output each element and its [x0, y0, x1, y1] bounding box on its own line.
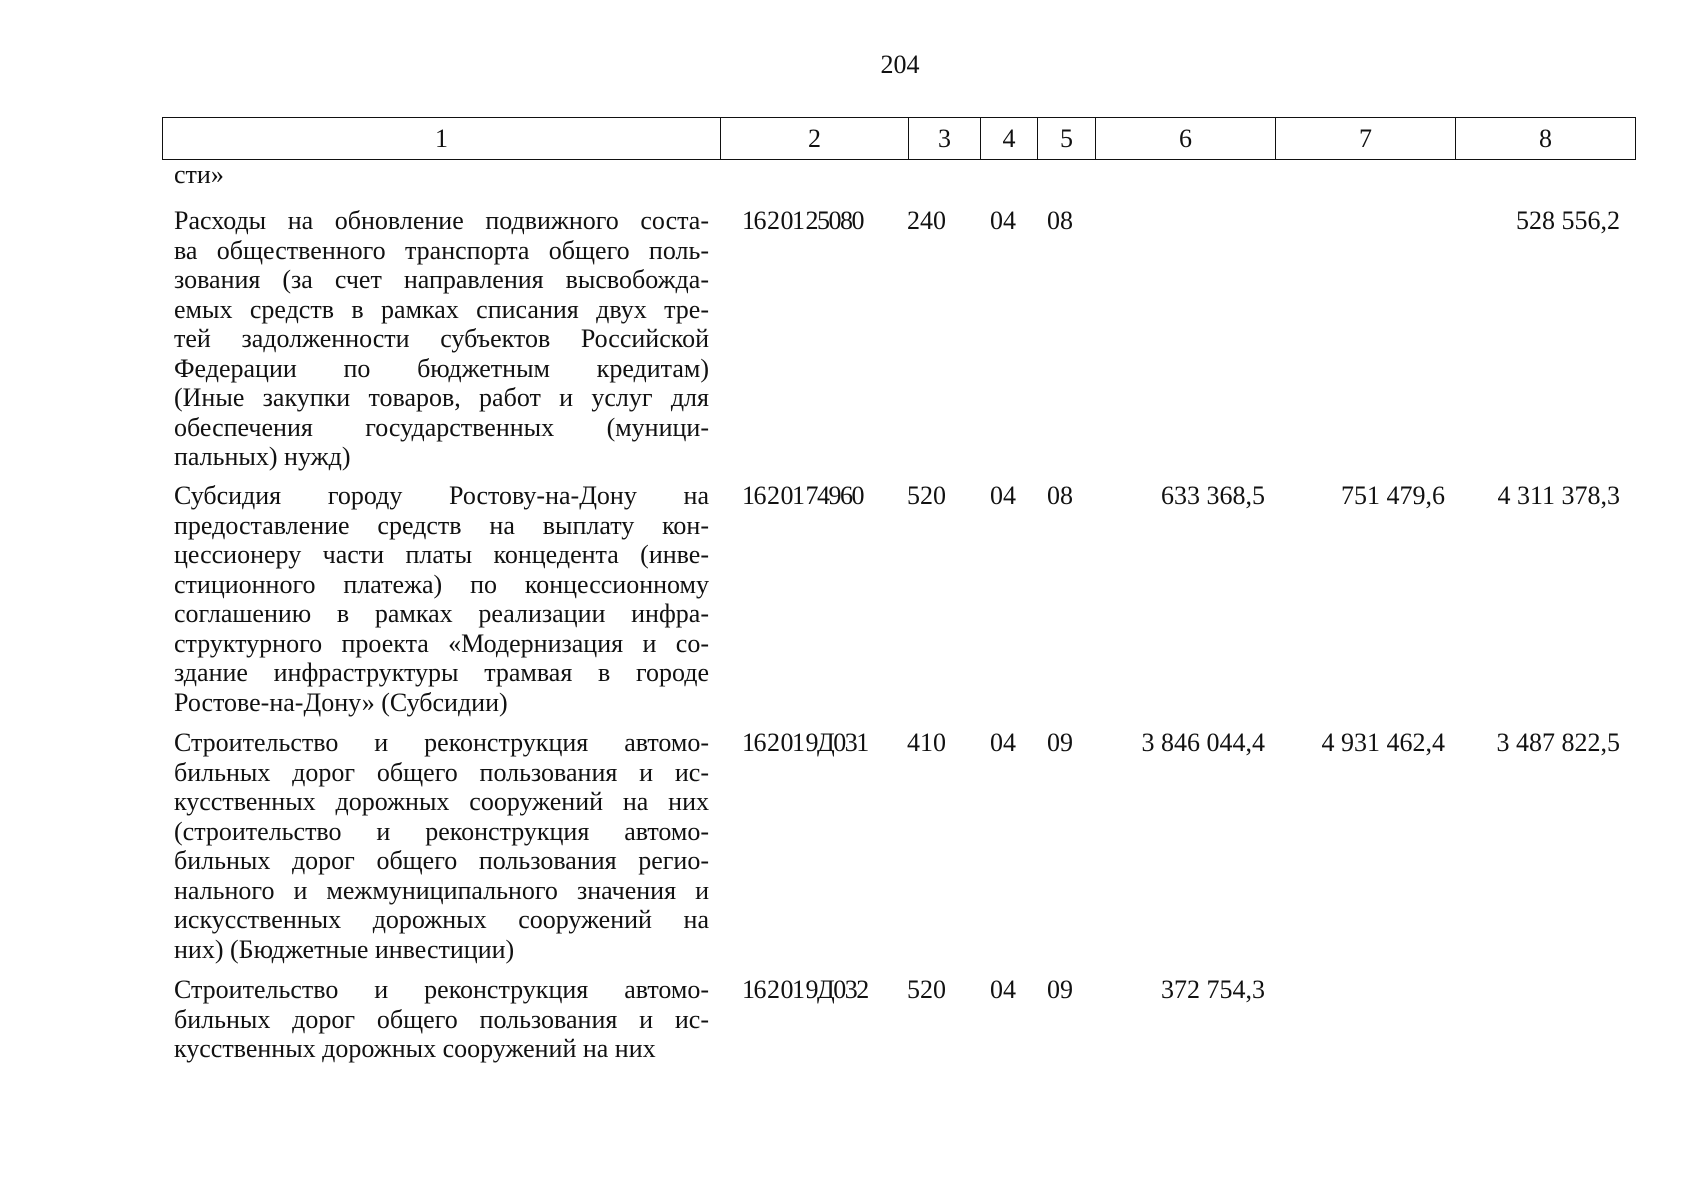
description-line: (строительство и реконструкция автомо- [174, 816, 709, 846]
column-header-8: 8 [1456, 118, 1636, 160]
continuation-text: сти» [174, 160, 224, 189]
expense-type-code: 520 [907, 975, 946, 1004]
row-description [174, 481, 709, 717]
description-line: бильных дорог общего пользования регио- [174, 846, 709, 875]
column-header-3: 3 [909, 118, 981, 160]
description-line: бильных дорог общего пользования и ис- [174, 757, 709, 787]
description-line: цессионеру части платы концедента (инве- [174, 540, 709, 569]
description-line: обеспечения государственных (муници- [174, 412, 709, 442]
description-line: структурного проекта «Модернизация и со- [174, 628, 709, 658]
description-line: бильных дорог общего пользования и ис- [174, 1004, 709, 1034]
description-line: предоставление средств на выплату кон- [174, 510, 709, 540]
description-line: стиционного платежа) по концессионному [174, 569, 709, 599]
column-header-7: 7 [1276, 118, 1456, 160]
section-code: 04 [990, 481, 1016, 510]
target-article-code: 16 2 01 9Д032 [742, 975, 868, 1004]
description-line: искусственных дорожных сооружений на [174, 905, 709, 934]
expense-type-code: 410 [907, 728, 946, 757]
expense-type-code: 520 [907, 481, 946, 510]
row-description [174, 206, 709, 472]
section-code: 04 [990, 975, 1016, 1004]
description-line: кусственных дорожных сооружений на них [174, 787, 709, 816]
page-number: 204 [880, 50, 920, 79]
description-line: нального и межмуниципального значения и [174, 875, 709, 905]
description-line: зования (за счет направления высвобожда- [174, 265, 709, 294]
subsection-code: 08 [1047, 206, 1073, 235]
description-line: емых средств в рамках списания двух тре- [174, 294, 709, 324]
amount-col-7: 4 931 462,4 [1321, 728, 1445, 757]
amount-col-8: 4 311 378,3 [1497, 481, 1620, 510]
description-line: пальных) нужд) [174, 442, 351, 471]
description-line: ва общественного транспорта общего поль- [174, 235, 709, 265]
description-line: них) (Бюджетные инвестиции) [174, 934, 515, 964]
description-line: кусственных дорожных сооружений на них [174, 1034, 656, 1063]
description-line: соглашению в рамках реализации инфра- [174, 599, 709, 628]
description-line: Субсидия городу Ростову-на-Дону на [174, 481, 709, 510]
subsection-code: 09 [1047, 728, 1073, 757]
description-line: Строительство и реконструкция автомо- [174, 728, 709, 757]
row-description [174, 728, 709, 964]
amount-col-7: 751 479,6 [1341, 481, 1445, 510]
description-line: здание инфраструктуры трамвая в городе [174, 658, 709, 687]
amount-col-6: 372 754,3 [1161, 975, 1265, 1004]
column-header-row [163, 118, 1636, 160]
description-line: Расходы на обновление подвижного соста- [174, 206, 709, 235]
description-line: Федерации по бюджетным кредитам) [174, 353, 709, 383]
section-code: 04 [990, 206, 1016, 235]
subsection-code: 08 [1047, 481, 1073, 510]
column-header-2: 2 [721, 118, 909, 160]
target-article-code: 16 2 01 9Д031 [742, 728, 868, 757]
amount-col-6: 3 846 044,4 [1141, 728, 1265, 757]
target-article-code: 16 2 01 25080 [742, 206, 863, 235]
amount-col-8: 3 487 822,5 [1496, 728, 1620, 757]
section-code: 04 [990, 728, 1016, 757]
expense-type-code: 240 [907, 206, 946, 235]
column-header-table [162, 117, 1636, 160]
column-header-6: 6 [1096, 118, 1276, 160]
column-header-4: 4 [981, 118, 1038, 160]
description-line: Строительство и реконструкция автомо- [174, 975, 709, 1004]
description-line: тей задолженности субъектов Российской [174, 324, 709, 353]
amount-col-8: 528 556,2 [1516, 206, 1620, 235]
amount-col-6: 633 368,5 [1161, 481, 1265, 510]
row-description [174, 975, 709, 1064]
description-line: Ростове-на-Дону» (Субсидии) [174, 687, 508, 717]
column-header-1: 1 [163, 118, 721, 160]
description-line: (Иные закупки товаров, работ и услуг для [174, 383, 709, 412]
subsection-code: 09 [1047, 975, 1073, 1004]
column-header-5: 5 [1038, 118, 1096, 160]
target-article-code: 16 2 01 74960 [742, 481, 863, 510]
